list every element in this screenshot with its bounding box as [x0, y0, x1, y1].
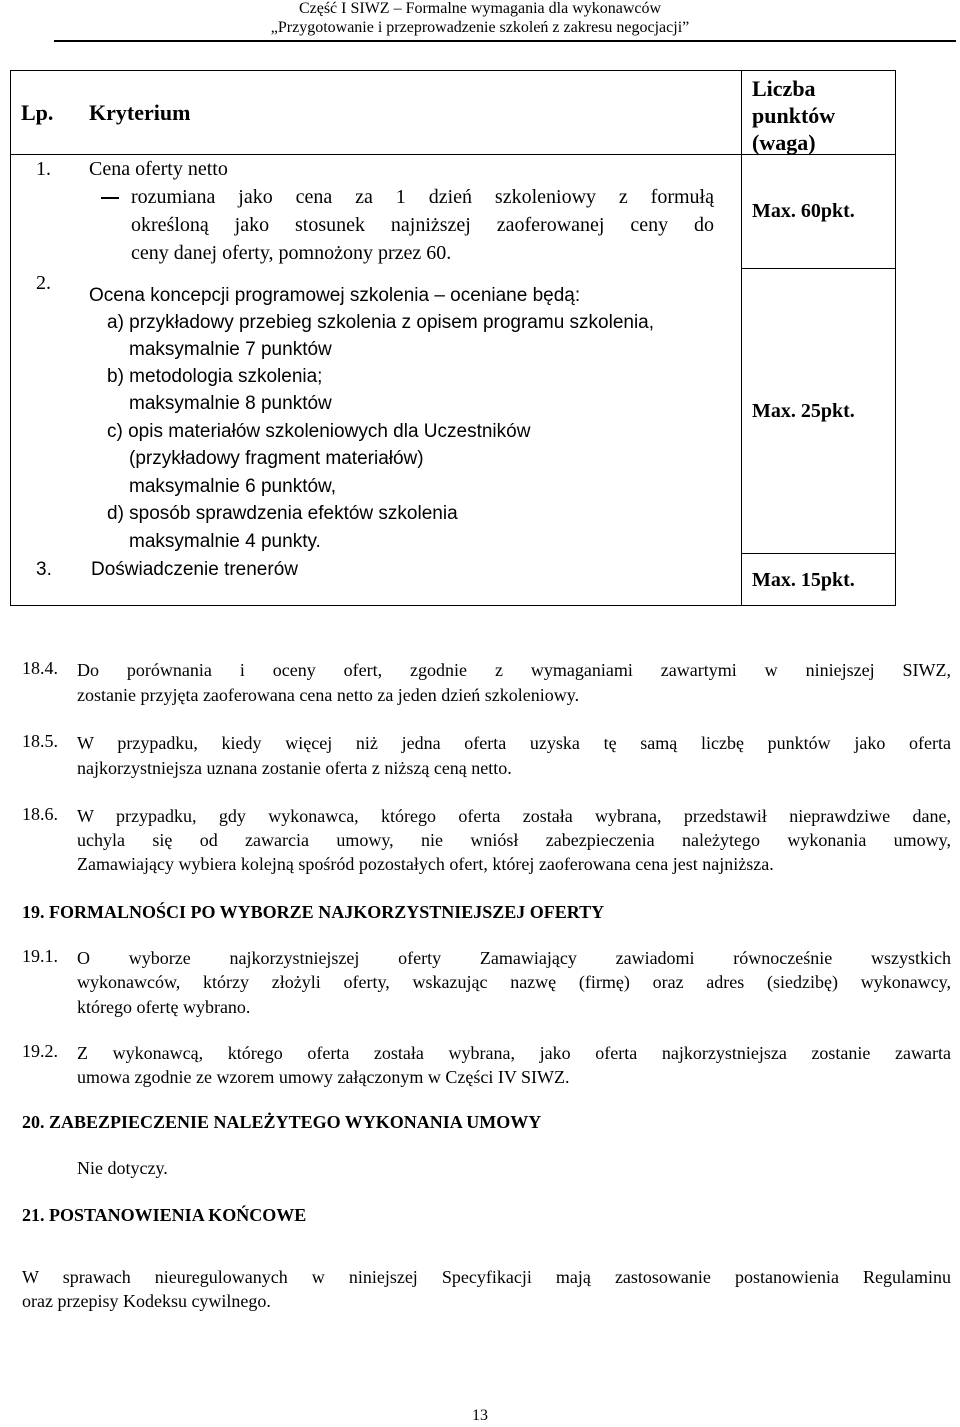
paragraph-line: którego ofertę wybrano. — [77, 997, 251, 1017]
section-heading: 21. POSTANOWIENIA KOŃCOWE — [22, 1205, 307, 1225]
row-2-line: maksymalnie 6 punktów, — [129, 476, 336, 497]
row-2-line: b) metodologia szkolenia; — [107, 366, 323, 387]
section-number: 18.6. — [22, 804, 58, 824]
row-2-title: Ocena koncepcji programowej szkolenia – oceniane będą: — [89, 285, 581, 306]
header-divider — [54, 40, 956, 42]
paragraph-line: Nie dotyczy. — [77, 1158, 168, 1178]
row-2-line: a) przykładowy przebieg szkolenia z opisem programu szkolenia, — [107, 312, 655, 333]
table-row-divider — [741, 268, 896, 269]
row-1-line: określoną jako stosunek najniższej zaoferowanej ceny do — [131, 214, 714, 236]
column-header-points — [752, 75, 835, 156]
section-heading: 19. FORMALNOŚCI PO WYBORZE NAJKORZYSTNIEJSZEJ OFERTY — [22, 902, 605, 922]
table-row-divider — [741, 553, 896, 554]
running-header-subtitle: „Przygotowanie i przeprowadzenie szkoleń z zakresu negocjacji” — [270, 19, 690, 36]
column-header-lp: Lp. — [21, 100, 54, 125]
row-2-lp: 2. — [36, 272, 51, 294]
section-heading: 20. ZABEZPIECZENIE NALEŻYTEGO WYKONANIA UMOWY — [22, 1112, 542, 1132]
paragraph-line: Z wykonawcą, którego oferta została wybrana, jako oferta najkorzystniejsza zostanie zawarta — [77, 1043, 951, 1063]
row-2-points: Max. 25pkt. — [752, 400, 855, 422]
paragraph-line: Zamawiający wybiera kolejną spośród pozostałych ofert, której zaoferowana cena jest najniższa. — [77, 854, 774, 874]
running-header-title: Część I SIWZ – Formalne wymagania dla wykonawców — [298, 0, 662, 17]
paragraph-line: wykonawców, którzy złożyli oferty, wskazując nazwę (firmę) oraz adres (siedzibę) wykonawcy, — [77, 972, 951, 992]
row-2-line: c) opis materiałów szkoleniowych dla Uczestników — [107, 421, 531, 442]
row-1-line: rozumiana jako cena za 1 dzień szkoleniowy z formułą — [131, 186, 714, 208]
row-2-line: maksymalnie 7 punktów — [129, 339, 332, 360]
row-2-line: maksymalnie 8 punktów — [129, 393, 332, 414]
paragraph-line: oraz przepisy Kodeksu cywilnego. — [22, 1291, 271, 1311]
section-number: 19.2. — [22, 1041, 58, 1061]
column-header-points-line: punktów — [752, 103, 836, 128]
row-2-line: d) sposób sprawdzenia efektów szkolenia — [107, 503, 458, 524]
paragraph-line: W sprawach nieuregulowanych w niniejszej Specyfikacji mają zastosowanie postanowienia Regulaminu — [22, 1267, 951, 1287]
table-column-divider — [741, 70, 742, 606]
row-1-lp: 1. — [36, 158, 51, 180]
row-2-line: maksymalnie 4 punkty. — [129, 531, 321, 552]
paragraph-line: W przypadku, gdy wykonawca, którego oferta została wybrana, przedstawił nieprawdziwe dane, — [77, 806, 951, 826]
paragraph-line: zostanie przyjęta zaoferowana cena netto za jeden dzień szkoleniowy. — [77, 685, 580, 705]
paragraph-line: umowa zgodnie ze wzorem umowy załączonym w Części IV SIWZ. — [77, 1067, 570, 1087]
row-1-title: Cena oferty netto — [89, 158, 228, 180]
column-header-points-line: (waga) — [752, 130, 816, 155]
dash-bullet — [101, 197, 119, 199]
page-number: 13 — [472, 1407, 488, 1424]
paragraph-line: Do porównania i oceny ofert, zgodnie z wymaganiami zawartymi w niniejszej SIWZ, — [77, 660, 951, 680]
row-1-line: ceny danej oferty, pomnożony przez 60. — [131, 242, 452, 264]
row-2-line: (przykładowy fragment materiałów) — [129, 448, 424, 469]
paragraph-line: najkorzystniejsza uznana zostanie oferta z niższą ceną netto. — [77, 758, 512, 778]
section-number: 18.5. — [22, 731, 58, 751]
paragraph-line: W przypadku, kiedy więcej niż jedna oferta uzyska tę samą liczbę punktów jako oferta — [77, 733, 951, 753]
row-3-points: Max. 15pkt. — [752, 569, 855, 591]
row-1-points: Max. 60pkt. — [752, 200, 855, 222]
section-number: 18.4. — [22, 658, 58, 678]
row-3-title: Doświadczenie trenerów — [91, 559, 298, 580]
column-header-points-line: Liczba — [752, 76, 816, 101]
column-header-criterion: Kryterium — [89, 100, 191, 125]
paragraph-line: uchyla się od zawarcia umowy, nie wniósł zabezpieczenia należytego wykonania umowy, — [77, 830, 951, 850]
paragraph-line: O wyborze najkorzystniejszej oferty Zamawiający zawiadomi równocześnie wszystkich — [77, 948, 951, 968]
row-3-lp: 3. — [36, 559, 52, 580]
section-number: 19.1. — [22, 946, 58, 966]
